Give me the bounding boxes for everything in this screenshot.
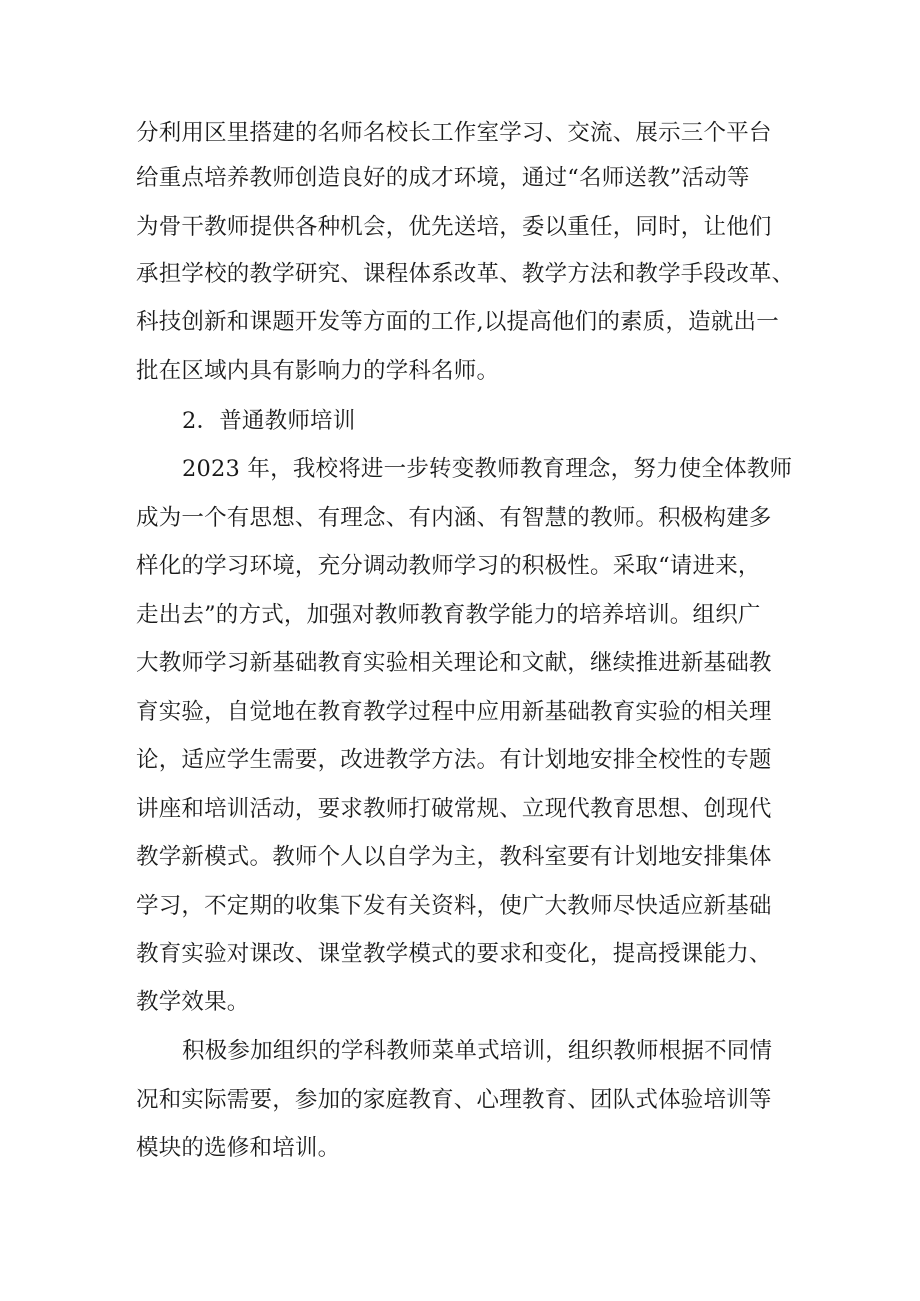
paragraph-2-line-6: 育实验，自觉地在教育教学过程中应用新基础教育实验的相关理 <box>136 699 772 725</box>
section-heading: 2．普通教师培训 <box>182 408 356 434</box>
paragraph-3-line-2: 况和实际需要，参加的家庭教育、心理教育、团队式体验培训等 <box>136 1087 772 1113</box>
paragraph-2-line-8: 讲座和培训活动，要求教师打破常规、立现代教育思想、创现代 <box>136 796 772 822</box>
paragraph-1-line-1: 分利用区里搭建的名师名校长工作室学习、交流、展示三个平台 <box>136 120 772 146</box>
paragraph-3-line-3: 模块的选修和培训。 <box>136 1135 341 1161</box>
paragraph-2-line-12: 教学效果。 <box>136 989 250 1015</box>
paragraph-1-line-4: 承担学校的教学研究、课程体系改革、教学方法和教学手段改革、 <box>136 261 795 287</box>
paragraph-3-line-1: 积极参加组织的学科教师菜单式培训，组织教师根据不同情 <box>182 1038 773 1064</box>
paragraph-2-line-7: 论，适应学生需要，改进教学方法。有计划地安排全校性的专题 <box>136 747 772 773</box>
paragraph-2-line-2: 成为一个有思想、有理念、有内涵、有智慧的教师。积极构建多 <box>136 505 772 531</box>
paragraph-2-line-4: 走出去”的方式，加强对教师教育教学能力的培养培训。组织广 <box>136 602 761 628</box>
paragraph-2-line-1: 2023 年，我校将进一步转变教师教育理念，努力使全体教师 <box>182 456 793 482</box>
paragraph-1-line-6: 批在区域内具有影响力的学科名师。 <box>136 358 500 384</box>
paragraph-1-line-5: 科技创新和课题开发等方面的工作,以提高他们的素质，造就出一 <box>136 309 779 335</box>
paragraph-1-line-2: 给重点培养教师创造良好的成才环境，通过“名师送教”活动等 <box>136 165 750 191</box>
paragraph-2-line-10: 学习，不定期的收集下发有关资料，使广大教师尽快适应新基础 <box>136 893 772 919</box>
paragraph-2-line-11: 教育实验对课改、课堂教学模式的要求和变化，提高授课能力、 <box>136 941 772 967</box>
paragraph-2-line-5: 大教师学习新基础教育实验相关理论和文献，继续推进新基础教 <box>136 650 772 676</box>
paragraph-2-line-3: 样化的学习环境，充分调动教师学习的积极性。采取“请进来， <box>136 553 761 579</box>
paragraph-2-line-9: 教学新模式。教师个人以自学为主，教科室要有计划地安排集体 <box>136 844 772 870</box>
paragraph-1-line-3: 为骨干教师提供各种机会，优先送培，委以重任，同时，让他们 <box>136 214 772 240</box>
